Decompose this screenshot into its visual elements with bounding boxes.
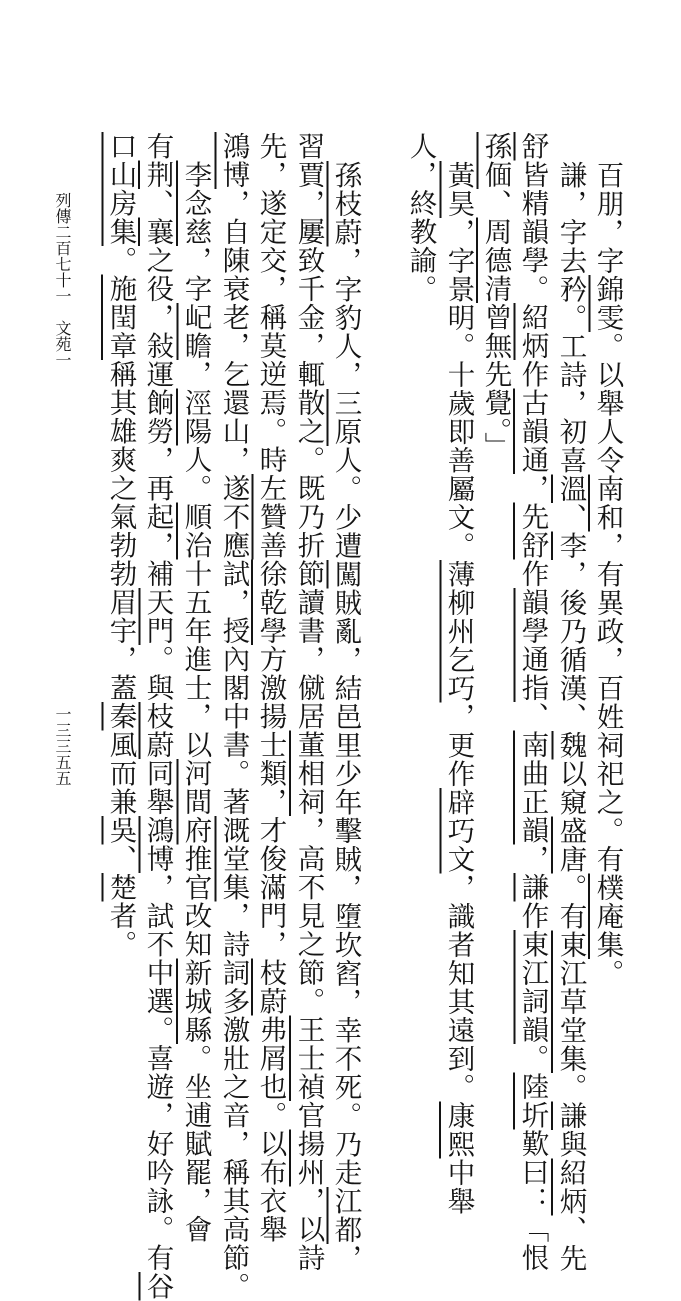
text-column-12 xyxy=(179,132,212,1244)
text-run: ，字景明。十歲即善屬文。 xyxy=(442,218,475,560)
text-column-10 xyxy=(254,132,287,1244)
proper-noun: 天門 xyxy=(141,588,174,645)
text-run: ，自陳衰老，乞還山，遂不應試，授內閣中書。著 xyxy=(217,189,250,816)
proper-noun: 徐乾學 xyxy=(254,559,287,645)
text-run: 中舉 xyxy=(442,1158,475,1216)
proper-noun: 先舒 xyxy=(516,502,549,560)
proper-noun: 襄 xyxy=(141,217,174,246)
proper-noun: 李 xyxy=(554,531,587,560)
text-run: ，試不中選。喜遊，好吟詠。有 xyxy=(141,873,174,1272)
text-run: 皆精韻學。 xyxy=(516,160,549,303)
text-run: 、 xyxy=(141,189,174,218)
proper-noun: 溉堂集 xyxy=(217,816,250,902)
proper-noun: 東江草堂集 xyxy=(554,930,587,1073)
text-column-11 xyxy=(217,132,250,1301)
proper-noun: 枝蔚 xyxy=(254,958,287,1016)
text-run: ，有異政，百姓祠祀之。有 xyxy=(591,531,624,874)
text-run: 作 xyxy=(516,559,549,588)
text-run: ，識者知其遠到。 xyxy=(442,873,475,1102)
text-run: ，詩詞多激壯之音，稱其高節。 xyxy=(217,901,250,1301)
proper-noun: 盛唐 xyxy=(554,816,587,874)
proper-noun: 順治 xyxy=(179,502,212,560)
proper-noun: 周德清 xyxy=(479,217,512,303)
proper-noun: 新城縣 xyxy=(179,958,212,1044)
proper-noun: 東江詞韻 xyxy=(516,930,549,1044)
proper-noun: 紹炳 xyxy=(516,303,549,360)
proper-noun: 江都 xyxy=(329,1187,362,1244)
proper-noun: 三原 xyxy=(329,389,362,446)
text-run: 、 xyxy=(479,189,512,218)
text-run xyxy=(180,132,212,161)
text-run: 。 xyxy=(591,959,624,988)
text-run: 、 xyxy=(554,702,587,731)
proper-noun: 闖 xyxy=(329,560,362,589)
text-column-8 xyxy=(329,161,362,1273)
text-run: 官 xyxy=(292,1101,325,1130)
proper-noun: 韻學通指 xyxy=(516,588,549,702)
proper-noun: 鴻博 xyxy=(141,816,174,873)
text-run: 人。 xyxy=(179,445,212,503)
text-run: 。 xyxy=(104,246,137,275)
text-run: 作 xyxy=(516,901,549,930)
text-run: 稱其雄爽之氣勃勃眉宇，蓋 xyxy=(104,360,137,702)
text-run: 先 xyxy=(554,1244,587,1273)
text-run: 、 xyxy=(516,702,549,731)
text-run: 、 xyxy=(104,844,137,873)
text-run: 先，遂定交，稱莫逆焉。時 xyxy=(254,132,287,474)
text-run: 百朋，字 xyxy=(591,161,624,275)
proper-noun: 秦 xyxy=(104,702,137,731)
text-run: 有 xyxy=(141,132,174,161)
text-run: ， xyxy=(329,1244,362,1273)
text-column-4 xyxy=(479,132,512,461)
text-run: 作 xyxy=(516,360,549,389)
proper-noun: 古韻通 xyxy=(516,388,549,474)
text-run: 習賈，屢致千金，輒散之。既乃折節讀書，僦居 xyxy=(292,132,325,731)
text-run: 之役，敍運餉勞，再起，補 xyxy=(141,246,174,588)
proper-noun: 王士禎 xyxy=(292,1015,325,1101)
text-run: 。以舉人令 xyxy=(591,332,624,475)
page-number: 一三三五五 xyxy=(53,706,72,786)
running-header: 列傳二百七十一 文苑一 xyxy=(53,192,72,368)
proper-noun: 左贊善 xyxy=(254,474,287,560)
text-run: 。 xyxy=(554,1073,587,1102)
text-run: ， xyxy=(179,360,212,389)
text-run: ， xyxy=(516,844,549,873)
proper-noun: 陸圻 xyxy=(516,1072,549,1130)
text-run: 風而兼 xyxy=(104,730,137,816)
text-run: 人。少遭 xyxy=(329,446,362,560)
proper-noun: 樸庵集 xyxy=(591,873,624,959)
text-column-5 xyxy=(442,161,475,1216)
text-run: 。 xyxy=(516,1044,549,1073)
proper-noun: 辟巧文 xyxy=(442,788,475,874)
text-run: ，字豹人， xyxy=(329,246,362,389)
text-run: 同舉 xyxy=(141,759,174,816)
text-run: ，高不見之節。 xyxy=(292,816,325,1016)
text-run: 人，終教諭。 xyxy=(404,132,437,303)
proper-noun: 南和 xyxy=(591,474,624,532)
proper-noun: 鴻博 xyxy=(217,132,250,189)
proper-noun: 揚州 xyxy=(292,1129,325,1187)
text-run: 者。 xyxy=(104,901,137,959)
proper-noun: 涇陽 xyxy=(179,388,212,446)
proper-noun: 河間府 xyxy=(179,759,212,845)
text-column-9 xyxy=(292,132,325,1272)
proper-noun: 黃昊 xyxy=(442,161,475,218)
proper-noun: 溫 xyxy=(554,474,587,503)
proper-noun: 荆 xyxy=(141,160,174,189)
text-column-13 xyxy=(141,132,174,1301)
proper-noun: 李念慈 xyxy=(179,160,212,246)
text-run: 方激揚士類，才俊滿門， xyxy=(254,645,287,959)
text-run: 以窺 xyxy=(554,759,587,817)
proper-noun: 孫枝蔚 xyxy=(329,161,362,247)
text-run: ， xyxy=(516,474,549,503)
proper-noun: 楚 xyxy=(104,873,137,902)
text-run: 。有 xyxy=(554,873,587,931)
text-run: ，更作 xyxy=(442,702,475,788)
proper-noun: 薄柳州乞巧 xyxy=(442,560,475,703)
text-run: ，字 xyxy=(179,246,212,303)
text-run: ，後乃循 xyxy=(554,560,587,674)
text-run: 。坐逋賦罷，會 xyxy=(179,1044,212,1244)
proper-noun: 屺瞻 xyxy=(179,303,212,360)
proper-noun: 吳 xyxy=(104,816,137,845)
text-run: ，以詩 xyxy=(292,1186,325,1272)
text-run: 謙，字去矜。工詩，初喜 xyxy=(554,161,587,475)
text-column-2 xyxy=(554,161,587,1273)
proper-noun: 枝蔚 xyxy=(141,702,174,759)
proper-noun: 謙 xyxy=(554,1101,587,1130)
text-run: 推官改知 xyxy=(179,844,212,959)
text-column-14 xyxy=(104,132,137,959)
proper-noun: 康熙 xyxy=(442,1101,475,1159)
text-run: 與 xyxy=(554,1130,587,1159)
proper-noun: 魏 xyxy=(554,731,587,760)
proper-noun: 孫偭 xyxy=(479,132,512,189)
proper-noun: 謙 xyxy=(516,873,549,902)
proper-noun: 董相祠 xyxy=(292,730,325,816)
text-run: 、 xyxy=(554,1215,587,1244)
text-run: 。與 xyxy=(141,645,174,702)
proper-noun: 錦雯 xyxy=(591,275,624,332)
proper-noun: 口山房集 xyxy=(104,132,137,246)
proper-noun: 南曲正韻 xyxy=(516,730,549,845)
text-column-1 xyxy=(591,161,624,988)
proper-noun: 舒 xyxy=(516,132,549,161)
text-run: 歎曰：「恨 xyxy=(516,1129,549,1272)
text-run: 曾無先覺。」 xyxy=(479,303,512,461)
text-run: 弗屑也。以布衣舉 xyxy=(254,1015,287,1244)
proper-noun: 谷 xyxy=(141,1272,174,1301)
text-run: 漢 xyxy=(554,674,587,703)
text-run: 賊亂，結邑里少年擊賊，墮坎窞，幸不死。乃走 xyxy=(329,588,362,1187)
text-column-3 xyxy=(516,132,549,1272)
text-run: 、 xyxy=(554,503,587,532)
text-run: 十五年進士，以 xyxy=(179,559,212,759)
proper-noun: 施閏章 xyxy=(104,274,137,360)
text-column-6 xyxy=(404,132,437,303)
proper-noun: 紹炳 xyxy=(554,1158,587,1216)
